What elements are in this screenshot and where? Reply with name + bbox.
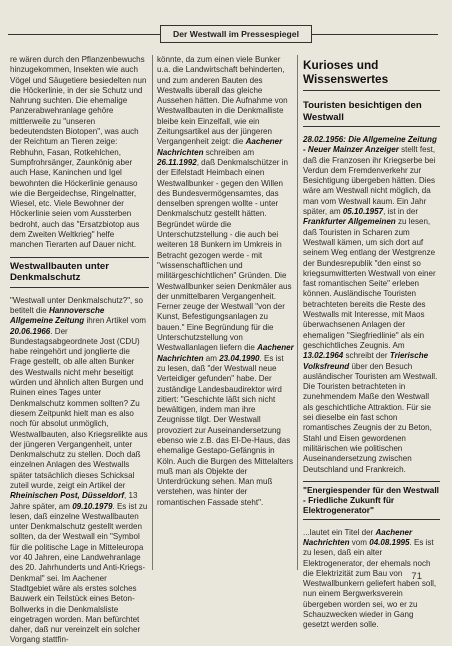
- article-date: 20.06.1966: [10, 326, 51, 336]
- denkmalschutz-paragraph: "Westwall unter Denkmalschutz?", so betitelt die Hannoversche Allgemeine Zeitung ihren Artikel vom 20.06.1966. Der Bundestagsabgeordnete Jost (CDU) habe reingehört und jonglierte die Frage gestellt, ob alle alten Bunker des Westwalls nicht mehr beseitigt würden und ähnlich alten Burgen und Ruinen eines Tages unter Denkmalschutz kommen sollten? Zu diesem Zeitpunkt hielt man es also noch für absolut unmöglich, Westwallbauten, also Kriegsrelikte aus der jüngeren Vergangenheit, unter Denkmalschutz zu stellen. Doch daß einzelnen Anlagen des Westwalls später tatsächlich dieses Schicksal zuteil wurde, zeigt ein Artikel der Rheinischen Post, Düsseldorf, 13 Jahre später, am 09.10.1979. Es ist zu lesen, daß einzelne Westwallbauten unter Denkmalschutz gestellt werden sollten, da der Westwall ein "Symbol für die politische Lage in Mitteleuropa vor 40 Jahren, eine Landwehranlage des 20. Jahrhunderts und Anti-Kriegs-Denkmal" sei. Im Aachener Stadtgebiet wäre als erstes solches Bauwerk ein Teilstück eines Beton-Bollwerks in die Denkmalsliste eingetragen worden. Man befürchtet daher, daß nur vereinzelt ein solcher Vorgang stattfin-: [10, 295, 148, 645]
- article-date: 04.08.1995: [369, 537, 410, 547]
- source-name: : Die Allgemeine Zeitung - Neuer Mainzer Anzeiger: [303, 135, 437, 155]
- page-number: 71: [411, 571, 422, 582]
- source-name: Aachener Nachrichten: [157, 137, 283, 157]
- column-right: [303, 55, 440, 631]
- continued-paragraph: könnte, da zum einen viele Bunker u.a. die Landwirtschaft behinderten, und zum anderen Bauten des Westwalls überall das gleiche Aussehen hätten. Die Aufnahme von Westwallbauten in die Denkmalliste bleibe kein Einzelfall, wie ein Zeitungsartikel aus der jüngeren Vergangenheit zeigt: die Aachener Nachrichten schreiben am 26.11.1992, daß Denkmalschützer in der Eifelstadt Heimbach einen Westwallbunker - gegen den Willen des Bundesvermögensamtes, das denselben sprengen wollte - unter Denkmalschutz gestellt hätten. Begründet würde die Unterschutzstellung - die auch bei weiteren 18 Bunkern im Umkreis in Betracht gezogen werde - mit "wissenschaftlichen und militärgeschichtlichen" Gründen. Die Westwallbunker seien Denkmäler aus der unmittelbaren Vergangenheit. Ferner zeuge der Westwall "von der Kunst, Befestigungsanlagen zu bauen." Eine Begründung für die Unterschutzstellung von Westwallanlagen liefern die Aachener Nachrichten am 23.04.1990. Es ist zu lesen, daß "der Westwall neue Verteidiger gefunden" habe. Der zuständige Landesbaudirektor wird zitiert: "Geschichte läßt sich nicht bewältigen, indem man ihre Zeugnisse tilgt. Der Westwall provoziert zur Auseinandersetzung ebenso wie z.B. das El-De-Haus, das ehemalige Gestapo-Gefängnis in Köln. Auch die Burgen des Mittelalters muß man als Objekte der Unterdrückung sehen. Man muß verstehen, was hinter der romantischen Fassade steht".: [157, 55, 294, 507]
- energiespender-paragraph: ...lautet ein Titel der Aachener Nachrichten vom 04.08.1995. Es ist zu lesen, daß ein alter Elektrogenerator, der ehemals noch die Elektrizität zum Bau von Westwallbunkern geliefert haben soll, nun einem Bergwerksverein übergeben worden sei, wo er zu Schauzwecken wieder in Gang gesetzt werden solle.: [303, 527, 437, 630]
- article-date: 23.04.1990: [219, 353, 260, 363]
- column-left: [10, 55, 149, 646]
- touristen-paragraph: 28.02.1956: Die Allgemeine Zeitung - Neuer Mainzer Anzeiger stellt fest, daß die Franzosen ihr Kriegserbe bei Verdun dem Fremdenverkehr zur Besichtigung übergeben hätten. Dies wäre am Westwall nicht möglich, da man vom Westwall kaum. Ein Jahr später, am 05.10.1957, ist in der Frankfurter Allgemeinen zu lesen, daß Touristen in Scharen zum Westwall kämen, um sich dort auf seinem Weg entlang der Westgrenze der Bundesrepublik "den einst so kriegsumwitterten Westwall von einer fast romantischen Seite" erleben können. Ausländische Touristen betrachteten bereits die Reste des Westwalls mit Interesse, mit Maos überwachsenen Anlagen der ehemaligen "Siegfriedlinie" als ein geschichtliches Zeugnis. Am 13.02.1964 schreibt der Trierische Volksfreund über den Besuch ausländischer Touristen am Westwall. Die Touristen betrachteten in zunehmendem Maße den Westwall als geschichtliche Attraktion. Für sie sei dieselbe ein fast schon romantisches Zeugnis der zu Beton, Stahl und Eisen gewordenen militärischen wie politischen Auseinandersetzung zwischen Deutschland und Frankreich.: [303, 135, 438, 474]
- section-title-kurioses: Kurioses und Wissenswertes: [303, 59, 440, 91]
- source-name: Hannoversche Allgemeine Zeitung: [10, 305, 105, 326]
- column-middle: [157, 55, 294, 508]
- article-date: 28.02.1956: [303, 135, 344, 144]
- source-name: Rheinischen Post, Düsseldorf: [10, 491, 125, 501]
- article-date: 26.11.1992: [157, 157, 197, 167]
- source-name: Frankfurter Allgemeinen: [303, 217, 396, 227]
- section-title-touristen: Touristen besichtigen den Westwall: [303, 97, 440, 127]
- article-date: 13.02.1964: [303, 351, 344, 361]
- intro-paragraph: re wären durch den Pflanzenbewuchs hinzugekommen, Insekten wie auch Vögel und Säugetiere besiedelten nun die Höckerlinie, in der sie Schutz und Nahrung suchten. Die ehemalige Panzerabwehranlage gehöre mittlerweile zu "unseren bedeutendsten Biotopen", was auch der Reichtum an Tieren zeige: Rebhuhn, Fasan, Rotkehlchen, Sumpfrohrsänger, Zaunkönig aber auch Hase, Kaninchen und Igel bewohnten die Höckerlinie genauso wie die Bergeidechse, Ringelnatter, Wiesel, etc. Viele Bewohner der Höckerlinie seien vom Aussterben bedroht, auch das "Ersatzbiotop aus dem Zweiten Weltkrieg" helfe manchen Tierarten auf Dauer nicht.: [10, 55, 147, 250]
- source-name: Trierische Volksfreund: [303, 351, 429, 371]
- source-name: Aachener Nachrichten: [303, 527, 413, 547]
- source-name: Aachener Nachrichten: [157, 343, 294, 363]
- section-title-energiespender: "Energiespender für den Westwall - Friedliche Zukunft für Elektrogenerator": [303, 481, 440, 520]
- column-divider: [152, 55, 153, 570]
- article-date: 09.10.1979: [72, 501, 113, 511]
- column-divider: [297, 55, 298, 570]
- header-title: Der Westwall im Pressespiegel: [160, 25, 312, 43]
- section-title-denkmalschutz: Westwallbauten unter Denkmalschutz: [10, 257, 149, 288]
- article-date: 05.10.1957: [342, 207, 384, 217]
